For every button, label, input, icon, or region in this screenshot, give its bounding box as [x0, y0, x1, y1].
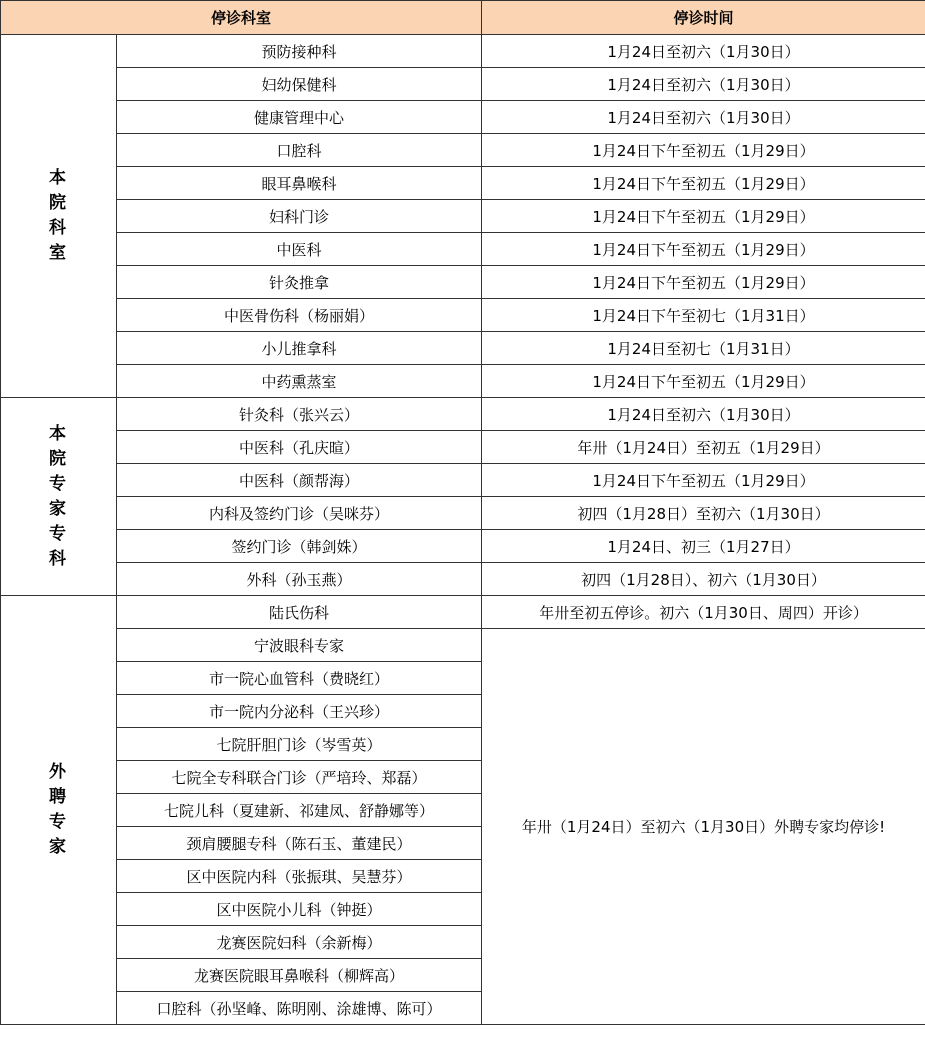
table-row — [1, 332, 925, 365]
table-row — [1, 233, 925, 266]
time-cell: 初四（1月28日）、初六（1月30日） — [482, 563, 925, 596]
table-row — [1, 134, 925, 167]
dept-cell: 中医科 — [117, 233, 482, 266]
dept-cell: 区中医院小儿科（钟挺） — [117, 893, 482, 926]
dept-cell: 妇幼保健科 — [117, 68, 482, 101]
time-cell: 1月24日下午至初五（1月29日） — [482, 464, 925, 497]
time-cell: 1月24日下午至初五（1月29日） — [482, 167, 925, 200]
group-label-cell — [1, 596, 117, 1025]
dept-cell: 口腔科（孙坚峰、陈明刚、涂雄博、陈可） — [117, 992, 482, 1025]
time-cell: 年卅（1月24日）至初五（1月29日） — [482, 431, 925, 464]
dept-cell: 陆氏伤科 — [117, 596, 482, 629]
dept-cell: 颈肩腰腿专科（陈石玉、董建民） — [117, 827, 482, 860]
table-row — [1, 629, 925, 662]
dept-cell: 健康管理中心 — [117, 101, 482, 134]
dept-cell: 中医科（颜帮海） — [117, 464, 482, 497]
dept-cell: 龙赛医院眼耳鼻喉科（柳辉高） — [117, 959, 482, 992]
dept-cell: 口腔科 — [117, 134, 482, 167]
dept-cell: 市一院内分泌科（王兴珍） — [117, 695, 482, 728]
table-row — [1, 563, 925, 596]
time-cell: 1月24日下午至初五（1月29日） — [482, 266, 925, 299]
dept-cell: 预防接种科 — [117, 35, 482, 68]
group-label: 本院专家专科 — [49, 423, 68, 569]
dept-cell: 中医科（孔庆暄） — [117, 431, 482, 464]
table-row — [1, 431, 925, 464]
group-label-cell — [1, 35, 117, 398]
time-cell: 初四（1月28日）至初六（1月30日） — [482, 497, 925, 530]
dept-cell: 针灸推拿 — [117, 266, 482, 299]
table-row — [1, 35, 925, 68]
dept-cell: 七院全专科联合门诊（严培玲、郑磊） — [117, 761, 482, 794]
table-row — [1, 200, 925, 233]
dept-cell: 区中医院内科（张振琪、吴慧芬） — [117, 860, 482, 893]
group-label: 外聘专家 — [49, 762, 68, 857]
group-label: 本院科室 — [49, 168, 68, 263]
dept-cell: 七院儿科（夏建新、祁建凤、舒静娜等） — [117, 794, 482, 827]
table-row — [1, 464, 925, 497]
group-label-cell — [1, 398, 117, 596]
time-cell: 年卅至初五停诊。初六（1月30日、周四）开诊） — [482, 596, 925, 629]
table-row — [1, 530, 925, 563]
dept-cell: 小儿推拿科 — [117, 332, 482, 365]
dept-cell: 外科（孙玉燕） — [117, 563, 482, 596]
time-cell: 1月24日至初六（1月30日） — [482, 398, 925, 431]
table-row — [1, 596, 925, 629]
merged-time-cell: 年卅（1月24日）至初六（1月30日）外聘专家均停诊! — [482, 629, 925, 1025]
time-cell: 1月24日下午至初五（1月29日） — [482, 200, 925, 233]
time-cell: 1月24日至初六（1月30日） — [482, 101, 925, 134]
table-row — [1, 398, 925, 431]
dept-cell: 签约门诊（韩剑姝） — [117, 530, 482, 563]
table-body — [1, 35, 925, 1025]
dept-cell: 市一院心血管科（费晓红） — [117, 662, 482, 695]
time-cell: 1月24日至初七（1月31日） — [482, 332, 925, 365]
dept-cell: 内科及签约门诊（吴咪芬） — [117, 497, 482, 530]
dept-cell: 中药熏蒸室 — [117, 365, 482, 398]
time-cell: 1月24日下午至初七（1月31日） — [482, 299, 925, 332]
table-row — [1, 101, 925, 134]
dept-cell: 针灸科（张兴云） — [117, 398, 482, 431]
table-row — [1, 266, 925, 299]
dept-cell: 宁波眼科专家 — [117, 629, 482, 662]
header-dept: 停诊科室 — [1, 1, 482, 35]
time-cell: 1月24日、初三（1月27日） — [482, 530, 925, 563]
time-cell: 1月24日下午至初五（1月29日） — [482, 233, 925, 266]
dept-cell: 七院肝胆门诊（岑雪英） — [117, 728, 482, 761]
dept-cell: 妇科门诊 — [117, 200, 482, 233]
header-time: 停诊时间 — [482, 1, 925, 35]
time-cell: 1月24日下午至初五（1月29日） — [482, 365, 925, 398]
table-row — [1, 299, 925, 332]
table-row — [1, 167, 925, 200]
dept-cell: 中医骨伤科（杨丽娟） — [117, 299, 482, 332]
table-row — [1, 68, 925, 101]
header-row — [1, 1, 925, 35]
dept-cell: 眼耳鼻喉科 — [117, 167, 482, 200]
dept-cell: 龙赛医院妇科（余新梅） — [117, 926, 482, 959]
table-row — [1, 365, 925, 398]
time-cell: 1月24日至初六（1月30日） — [482, 35, 925, 68]
time-cell: 1月24日下午至初五（1月29日） — [482, 134, 925, 167]
time-cell: 1月24日至初六（1月30日） — [482, 68, 925, 101]
table-row — [1, 497, 925, 530]
